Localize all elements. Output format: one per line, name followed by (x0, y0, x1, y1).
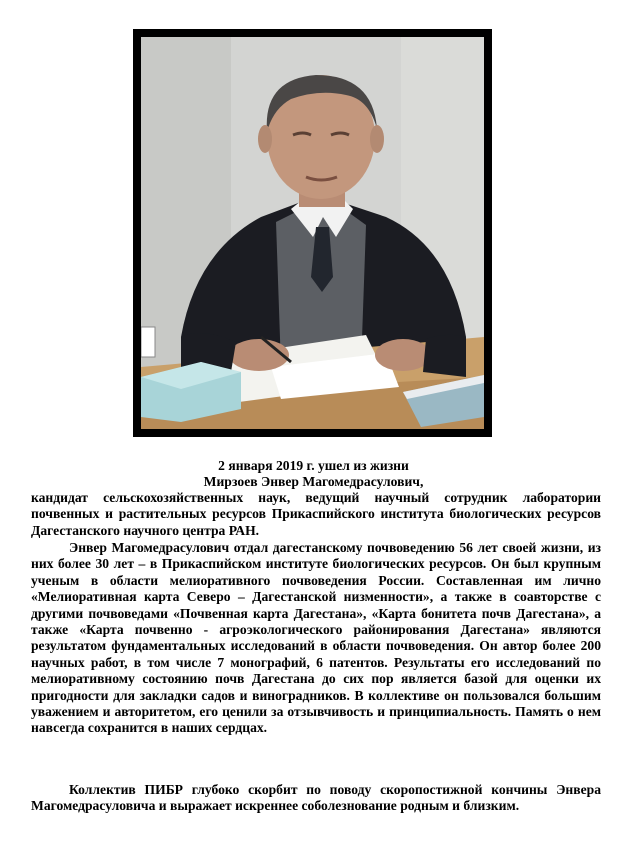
portrait-photo (141, 37, 484, 429)
paragraph-2: Коллектив ПИБР глубоко скорбит по поводу скоропостижной кончины Энвера Магомедрасуловича и выражает искреннее соболезнование родным и близким. (31, 782, 601, 814)
paragraph-1: Энвер Магомедрасулович отдал дагестанскому почвоведению 56 лет своей жизни, из них более 30 лет – в Прикаспийском институте биологических ресурсов. Он был крупным ученым в области мелиоративного почвоведения России. Составленная им лично «Мелиоративная карта Северо – Дагестанской низменности», а также в соавторстве с другими почвоведами «Почвенная карта Дагестана», «Карта бонитета почв Дагестана», а также «Карта почвенно - агроэкологического районирования Дагестана» являются результатом фундаментальных исследований в области почвоведения. Он автор более 200 научных работ, в том числе 7 монографий, 6 патентов. Результаты его исследований по мелиоративному состоянию почв Дагестана до сих пор является базой для оценки их пригодности для закладки садов и виноградников. В коллективе он пользовался большим уважением и авторитетом, его ценили за отзывчивость и принципиальность. Память о нем навсегда сохранится в наших сердцах. (31, 540, 601, 736)
date-line: 2 января 2019 г. ушел из жизни (218, 458, 409, 473)
photo-frame (133, 29, 492, 437)
name-line: Мирзоев Энвер Магомедрасулович, (203, 474, 424, 489)
position-line: кандидат сельскохозяйственных наук, ведущий научный сотрудник лаборатории почвенных и растительных ресурсов Прикаспийского института биологических ресурсов Дагестанского научного центра РАН. (31, 490, 601, 538)
